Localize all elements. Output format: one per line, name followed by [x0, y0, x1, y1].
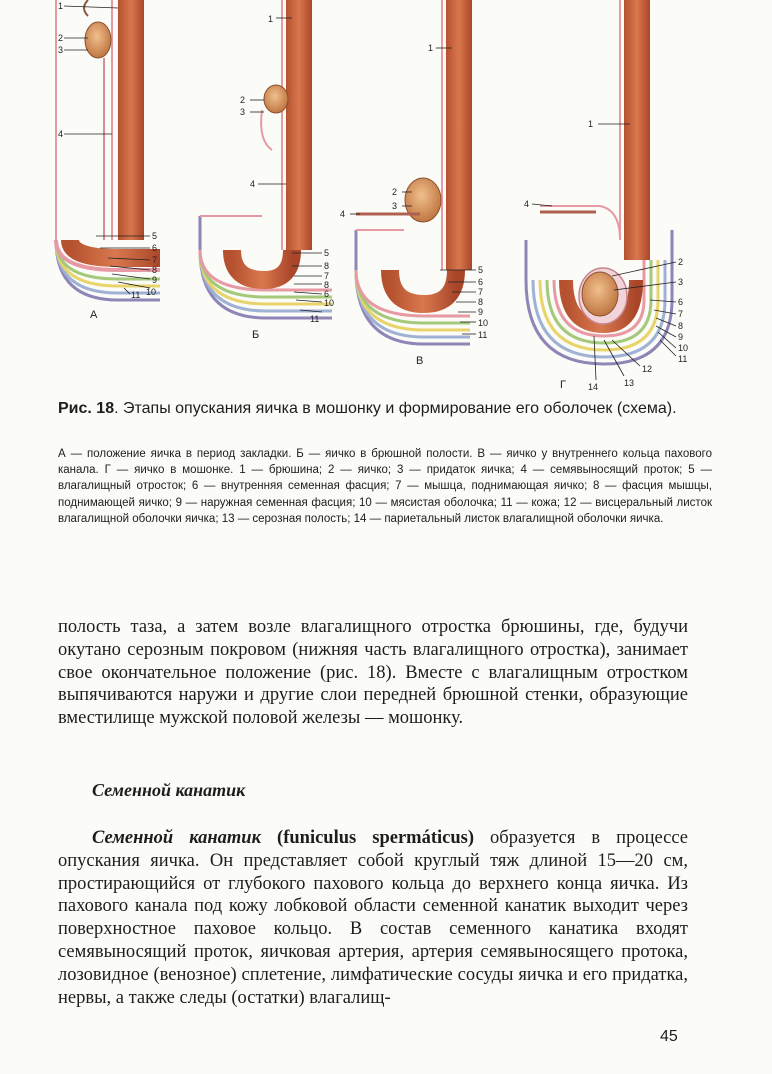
callout-a-11: 11 — [131, 290, 141, 300]
callout-a-1: 1 — [58, 1, 64, 11]
term-highlight: Семенной канатик — [92, 828, 261, 848]
callout-d-3: 3 — [678, 277, 684, 287]
callout-b-11: 11 — [310, 314, 320, 324]
callout-c-1: 1 — [428, 43, 434, 53]
stage-a-diagram — [56, 0, 160, 300]
callout-a-4: 4 — [58, 129, 64, 139]
callout-d-11: 11 — [678, 354, 688, 364]
callout-c-4: 4 — [340, 209, 346, 219]
body-paragraph-1: полость таза, а затем возле влагалищного отростка брюшины, где, будучи окутано серозным покровом (нижняя часть влагалищного отростка), занимает свое окончательное положение (рис. 18). Вместе с влагалищным отростком выпячиваются наружи и другие слои передней брюшной стенки, образующие вместилище мужской половой железы — мошонку. — [58, 617, 688, 729]
figure-legend: А — положение яичка в период закладки. Б — яичко в брюшной полости. В — яичко у внутреннего кольца пахового канала. Г — яичко в мошонке. 1 — брюшина; 2 — яичко; 3 — придаток яичка; 4 — семявыносящий проток; 5 — влагалищный отросток; 6 — внутренняя семенная фасция; 7 — мышца, поднимающая яичко; 8 — фасция мышцы, поднимающей яичко; 9 — наружная семенная фасция; 10 — мясистая оболочка; 11 — кожа; 12 — висцеральный листок влагалищной оболочки яичка; 13 — серозная полость; 14 — париетальный листок влагалищной оболочки яичка. — [58, 448, 712, 525]
callout-c-3: 3 — [392, 201, 398, 211]
stage-b-diagram — [200, 0, 335, 318]
figure-number: Рис. 18 — [58, 400, 115, 417]
callout-d-1: 1 — [588, 119, 594, 129]
callout-b-8a: 8 — [324, 261, 330, 271]
callout-d-13: 13 — [624, 378, 635, 388]
callout-d-7: 7 — [678, 309, 684, 319]
callout-c-8: 8 — [478, 297, 484, 307]
callout-a-8: 8 — [152, 265, 158, 275]
stage-label-a: А — [90, 309, 98, 321]
callout-a-6: 6 — [152, 243, 158, 253]
callout-a-5: 5 — [152, 231, 158, 241]
stage-label-b: Б — [252, 329, 260, 341]
section-heading: Семенной канатик — [92, 780, 246, 800]
figure-caption-title — [58, 399, 713, 419]
callout-c-9: 9 — [478, 307, 484, 317]
stage-label-d: Г — [560, 379, 566, 391]
callout-d-14: 14 — [588, 382, 599, 392]
callout-c-5: 5 — [478, 265, 484, 275]
callout-b-7: 7 — [324, 271, 330, 281]
callout-a-3: 3 — [58, 45, 64, 55]
callout-d-12: 12 — [642, 364, 653, 374]
callout-c-7: 7 — [478, 287, 484, 297]
testis-shape — [85, 22, 111, 58]
callout-c-11: 11 — [478, 330, 488, 340]
callout-d-6: 6 — [678, 297, 684, 307]
figure-testis-descent — [0, 0, 772, 396]
stage-d-diagram — [526, 0, 676, 380]
stage-label-c: В — [416, 355, 424, 367]
latin-term: (funiculus spermáticus) — [277, 828, 474, 848]
figure-title-text: . Этапы опускания яичка в мошонку и формирование его оболочек (схема). — [114, 400, 677, 417]
page-number: 45 — [660, 1028, 678, 1045]
callout-b-5: 5 — [324, 248, 330, 258]
callout-b-10: 10 — [324, 298, 335, 308]
callout-d-4: 4 — [524, 199, 530, 209]
callout-c-2: 2 — [392, 187, 398, 197]
callout-c-6: 6 — [478, 277, 484, 287]
callout-a-7: 7 — [152, 255, 158, 265]
callout-b-8b: 8 — [324, 280, 330, 290]
callout-d-10: 10 — [678, 343, 689, 353]
stage-c-diagram — [350, 0, 476, 344]
callout-a-9: 9 — [152, 275, 158, 285]
callout-d-9: 9 — [678, 332, 684, 342]
callout-a-10: 10 — [146, 287, 157, 297]
callout-c-10: 10 — [478, 318, 489, 328]
callout-d-2: 2 — [678, 257, 684, 267]
muscle-column — [118, 0, 144, 240]
body-paragraph-2 — [58, 827, 688, 1009]
callout-d-8: 8 — [678, 321, 684, 331]
callout-b-1: 1 — [268, 14, 274, 24]
callout-b-4: 4 — [250, 179, 256, 189]
callout-b-2: 2 — [240, 95, 246, 105]
callout-b-6: 6 — [324, 289, 330, 299]
callout-a-2: 2 — [58, 33, 64, 43]
callout-b-3: 3 — [240, 107, 246, 117]
paragraph-2-text: образуется в процессе опускания яичка. Он представляет собой круглый тяж длиной 15—20 см, простирающийся от глубокого пахового кольца до верхнего конца яичка. Из пахового канала под кожу лобковой области семенной канатик выходит через поверхностное паховое кольцо. В состав семенного канатика входят семявыносящий проток, яичковая артерия, артерия семявыносящего протока, лозовидное (венозное) сплетение, лимфатические сосуды яичка и его придатка, нервы, а также следы (остатки) влагалищ- — [58, 828, 689, 1008]
